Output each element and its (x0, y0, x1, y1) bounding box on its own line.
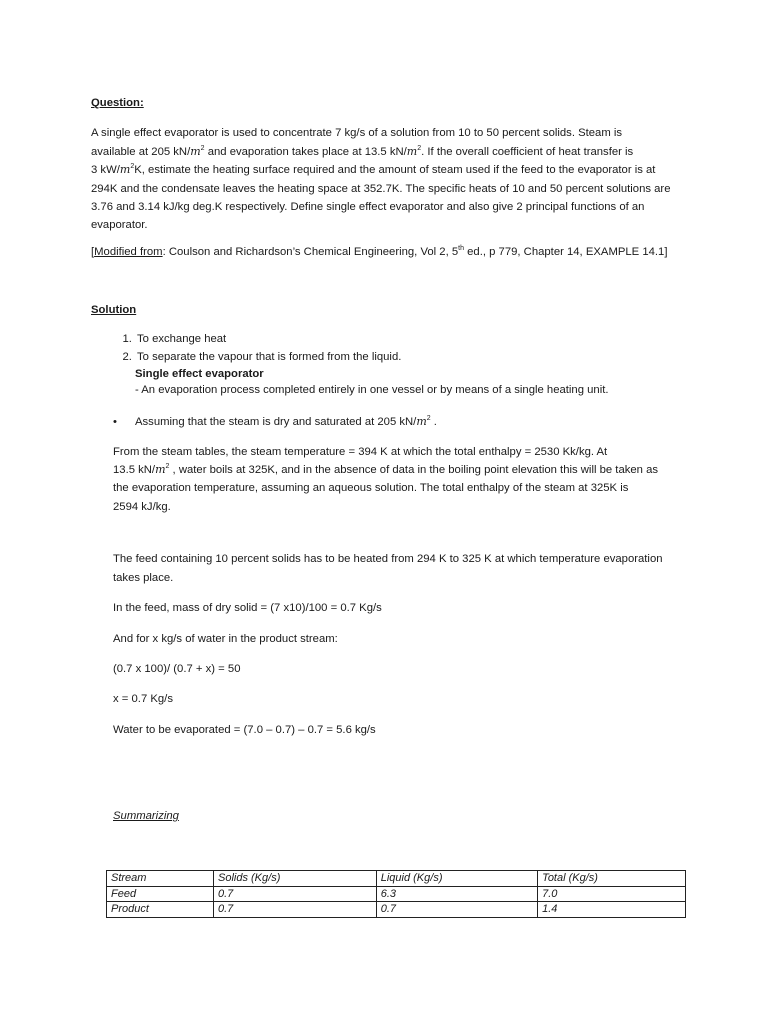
definition-title: Single effect evaporator (135, 367, 264, 380)
list-item: 1. To exchange heat (135, 330, 681, 348)
paragraph-line: the evaporation temperature, assuming an aqueous solution. The total enthalpy of the steam at 325K is (113, 482, 629, 495)
paragraph-line: 2594 kJ/kg. (113, 500, 171, 513)
bullet-text: Assuming that the steam is dry and saturated at 205 $kN/m^2$ . (135, 414, 437, 428)
question-line: available at 205 $kN/m^2$ and evaporation takes place at 13.5 $kN/m^2$. If the overall coefficient of heat transfer is (91, 144, 634, 158)
feed-paragraph (113, 550, 681, 587)
question-line: 3 $kW/m^2K$, estimate the heating surface required and the amount of steam used if the feed to the evaporator is at (91, 163, 656, 177)
list-item: 2. To separate the vapour that is formed from the liquid. (135, 348, 681, 366)
table-cell: 7.0 (538, 886, 686, 902)
summary-table (106, 870, 686, 918)
table-cell: 0.7 (214, 902, 377, 918)
table-header-cell: Solids (Kg/s) (214, 871, 377, 887)
table-cell: 6.3 (376, 886, 537, 902)
reference-citation: [Modified from: Coulson and Richardson’s Chemical Engineering, Vol 2, 5th ed., p 779, Chapter 14, EXAMPLE 14.1] (91, 245, 668, 258)
table-header-cell: Stream (107, 871, 214, 887)
definition-block (135, 366, 681, 399)
water-product-line: And for x kg/s of water in the product stream: (113, 632, 338, 645)
question-heading: Question: (91, 97, 144, 109)
assumption-bullet (113, 413, 681, 431)
paragraph-line: 13.5 $kN/m^2$ , water boils at 325K, and in the absence of data in the boiling point elevation this will be taken as (113, 463, 659, 477)
paragraph-line: The feed containing 10 percent solids has to be heated from 294 K to 325 K at which temperature evaporation (113, 553, 663, 566)
equation-line: (0.7 x 100)/ (0.7 + x) = 50 (113, 662, 241, 675)
summarizing-label: Summarizing (113, 810, 179, 823)
table-cell: 0.7 (376, 902, 537, 918)
table-cell: 0.7 (214, 886, 377, 902)
question-line: A single effect evaporator is used to concentrate 7 kg/s of a solution from 10 to 50 percent solids. Steam is (91, 127, 623, 140)
question-line: 3.76 and 3.14 kJ/kg deg.K respectively. Define single effect evaporator and also give 2 principal functions of an (91, 201, 645, 214)
question-paragraph (91, 124, 681, 234)
solution-heading: Solution (91, 304, 137, 317)
table-header-row (107, 871, 686, 887)
question-line: 294K and the condensate leaves the heating space at 352.7K. The specific heats of 10 and 50 percent solutions are (91, 182, 671, 195)
table-header-cell: Liquid (Kg/s) (376, 871, 537, 887)
paragraph-line: From the steam tables, the steam temperature = 394 K at which the total enthalpy = 2530 Kk/kg. At (113, 445, 608, 458)
question-line: evaporator. (91, 219, 148, 232)
document-page (91, 94, 681, 916)
evaporated-line: Water to be evaporated = (7.0 – 0.7) – 0.7 = 5.6 kg/s (113, 723, 376, 736)
bullet-icon: • (113, 415, 117, 428)
paragraph-line: takes place. (113, 571, 174, 584)
functions-list (91, 330, 681, 366)
table-cell: Product (107, 902, 214, 918)
table-header-cell: Total (Kg/s) (538, 871, 686, 887)
x-value-line: x = 0.7 Kg/s (113, 693, 173, 706)
dry-solid-line: In the feed, mass of dry solid = (7 x10)/100 = 0.7 Kg/s (113, 602, 382, 615)
table-cell: Feed (107, 886, 214, 902)
table-row (107, 902, 686, 918)
steam-table-paragraph (113, 443, 681, 517)
table-row (107, 886, 686, 902)
table-cell: 1.4 (538, 902, 686, 918)
definition-text: - An evaporation process completed entirely in one vessel or by means of a single heating unit. (135, 384, 609, 397)
